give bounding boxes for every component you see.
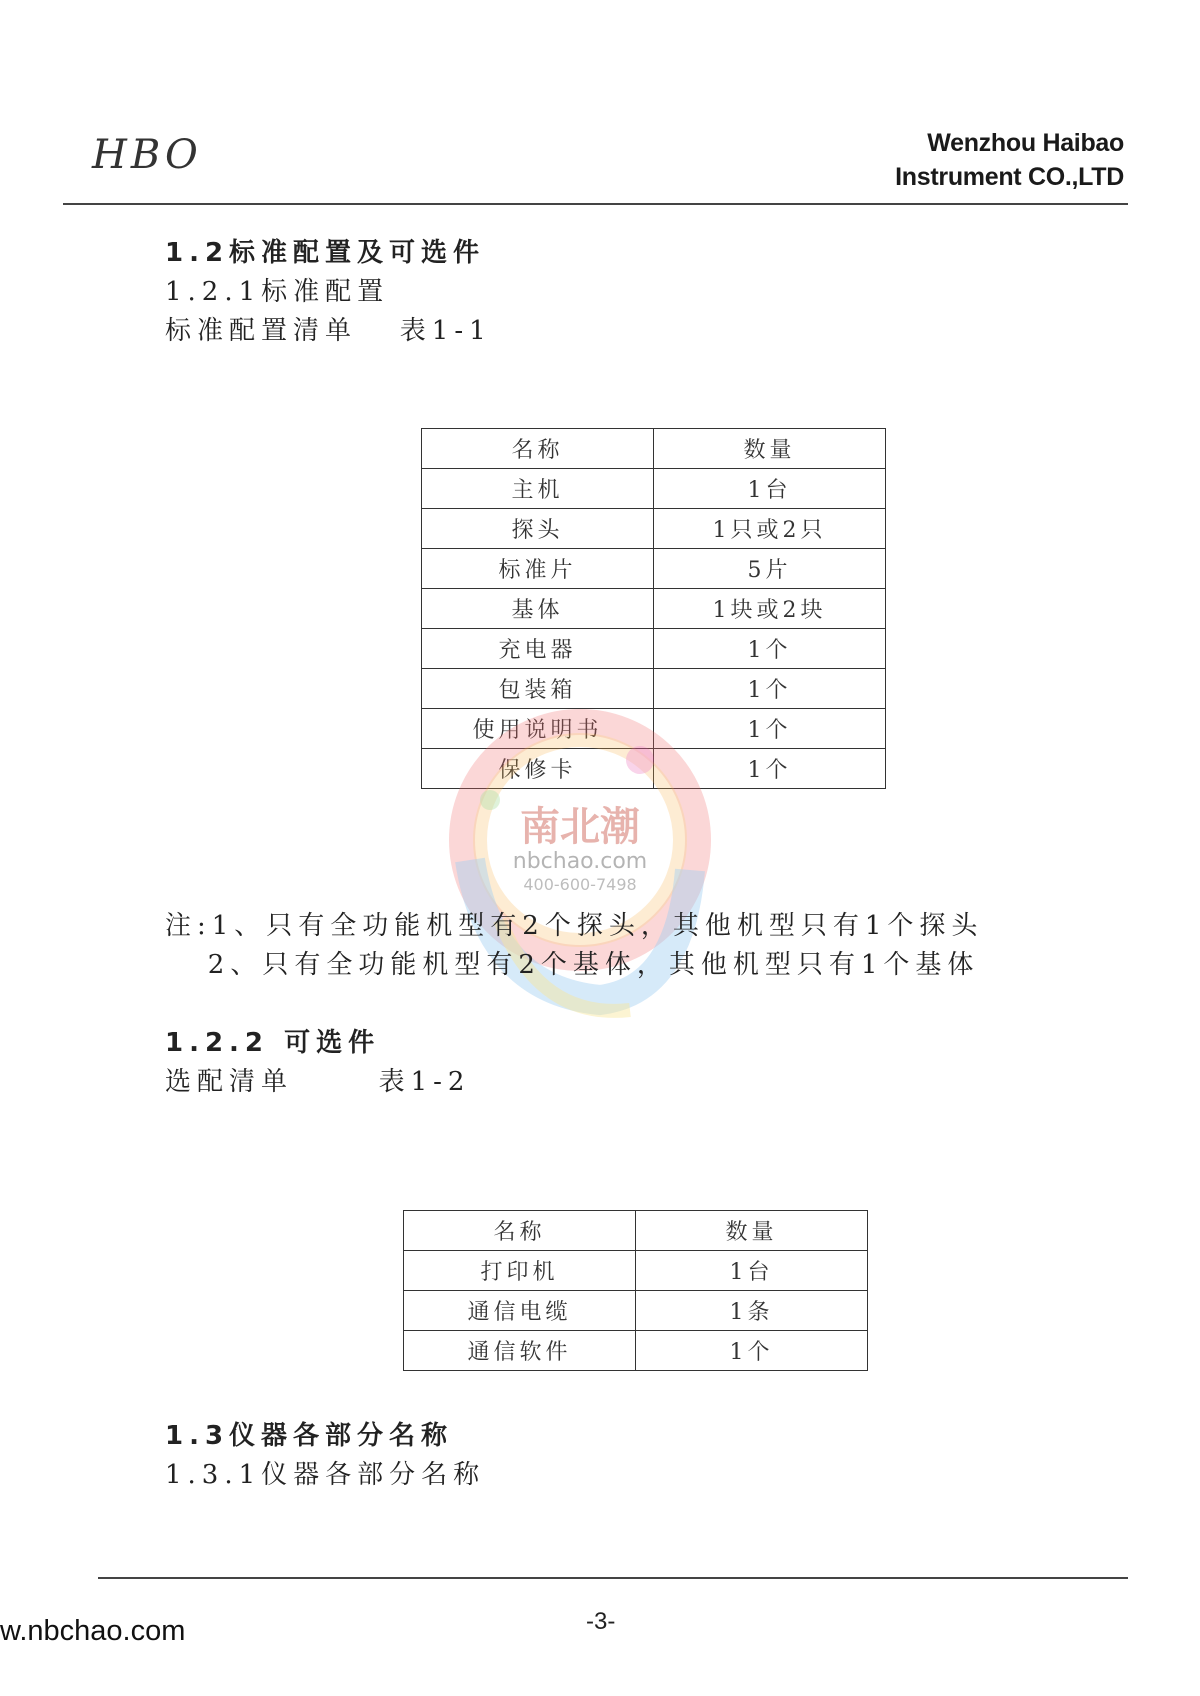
note-2: 2、只有全功能机型有2个基体，其他机型只有1个基体 <box>165 950 980 980</box>
item-name: 保修卡 <box>422 749 654 789</box>
item-quantity: 1只或2只 <box>654 509 886 549</box>
company-name-line2: Instrument CO.,LTD <box>895 163 1124 191</box>
sub-heading-1-2-1: 1.2.1标准配置 <box>165 277 390 307</box>
table-header-row <box>422 429 886 469</box>
table-1-2-caption: 选配清单 表1-2 <box>165 1067 471 1097</box>
item-name: 探头 <box>422 509 654 549</box>
table-row <box>422 509 886 549</box>
column-header-quantity: 数量 <box>654 429 886 469</box>
item-name: 主机 <box>422 469 654 509</box>
item-quantity: 1个 <box>654 629 886 669</box>
column-header-name: 名称 <box>422 429 654 469</box>
item-quantity: 5片 <box>654 549 886 589</box>
item-quantity: 1个 <box>654 669 886 709</box>
company-name <box>895 126 1124 194</box>
section-heading-1-2-2: 1.2.2 可选件 <box>165 1028 381 1058</box>
table-row <box>422 629 886 669</box>
page-number: -3- <box>586 1608 616 1635</box>
company-logo: HBO <box>92 132 202 178</box>
item-quantity: 1个 <box>654 749 886 789</box>
section-heading-1-3: 1.3仪器各部分名称 <box>165 1421 454 1451</box>
item-quantity: 1个 <box>654 709 886 749</box>
table-row <box>422 589 886 629</box>
company-name-line1: Wenzhou Haibao <box>927 129 1124 157</box>
sub-heading-1-3-1: 1.3.1仪器各部分名称 <box>165 1460 486 1490</box>
note-1: 注:1、只有全功能机型有2个探头，其他机型只有1个探头 <box>165 911 984 941</box>
item-name: 标准片 <box>422 549 654 589</box>
item-quantity: 1个 <box>636 1331 868 1371</box>
table-row <box>404 1331 868 1371</box>
table-row <box>422 749 886 789</box>
item-name: 基体 <box>422 589 654 629</box>
item-quantity: 1台 <box>654 469 886 509</box>
item-name: 使用说明书 <box>422 709 654 749</box>
table-row <box>422 669 886 709</box>
table-row <box>422 469 886 509</box>
table-row <box>422 709 886 749</box>
watermark-brand: 南北潮 <box>520 804 640 850</box>
item-quantity: 1块或2块 <box>654 589 886 629</box>
item-quantity: 1台 <box>636 1251 868 1291</box>
footer-divider <box>98 1577 1128 1579</box>
table-1-1-caption: 标准配置清单 表1-1 <box>165 316 492 346</box>
item-name: 打印机 <box>404 1251 636 1291</box>
section-heading-1-2: 1.2标准配置及可选件 <box>165 238 486 268</box>
watermark-phone: 400-600-7498 <box>523 875 637 894</box>
header-divider <box>63 203 1128 205</box>
table-row <box>404 1251 868 1291</box>
table-header-row <box>404 1211 868 1251</box>
standard-config-table <box>421 428 886 789</box>
table-row <box>404 1291 868 1331</box>
optional-config-table <box>403 1210 868 1371</box>
item-name: 包装箱 <box>422 669 654 709</box>
item-name: 通信电缆 <box>404 1291 636 1331</box>
item-name: 通信软件 <box>404 1331 636 1371</box>
table-row <box>422 549 886 589</box>
column-header-name: 名称 <box>404 1211 636 1251</box>
column-header-quantity: 数量 <box>636 1211 868 1251</box>
item-quantity: 1条 <box>636 1291 868 1331</box>
item-name: 充电器 <box>422 629 654 669</box>
watermark-domain: nbchao.com <box>512 849 648 874</box>
footer-website: w.nbchao.com <box>0 1615 186 1647</box>
